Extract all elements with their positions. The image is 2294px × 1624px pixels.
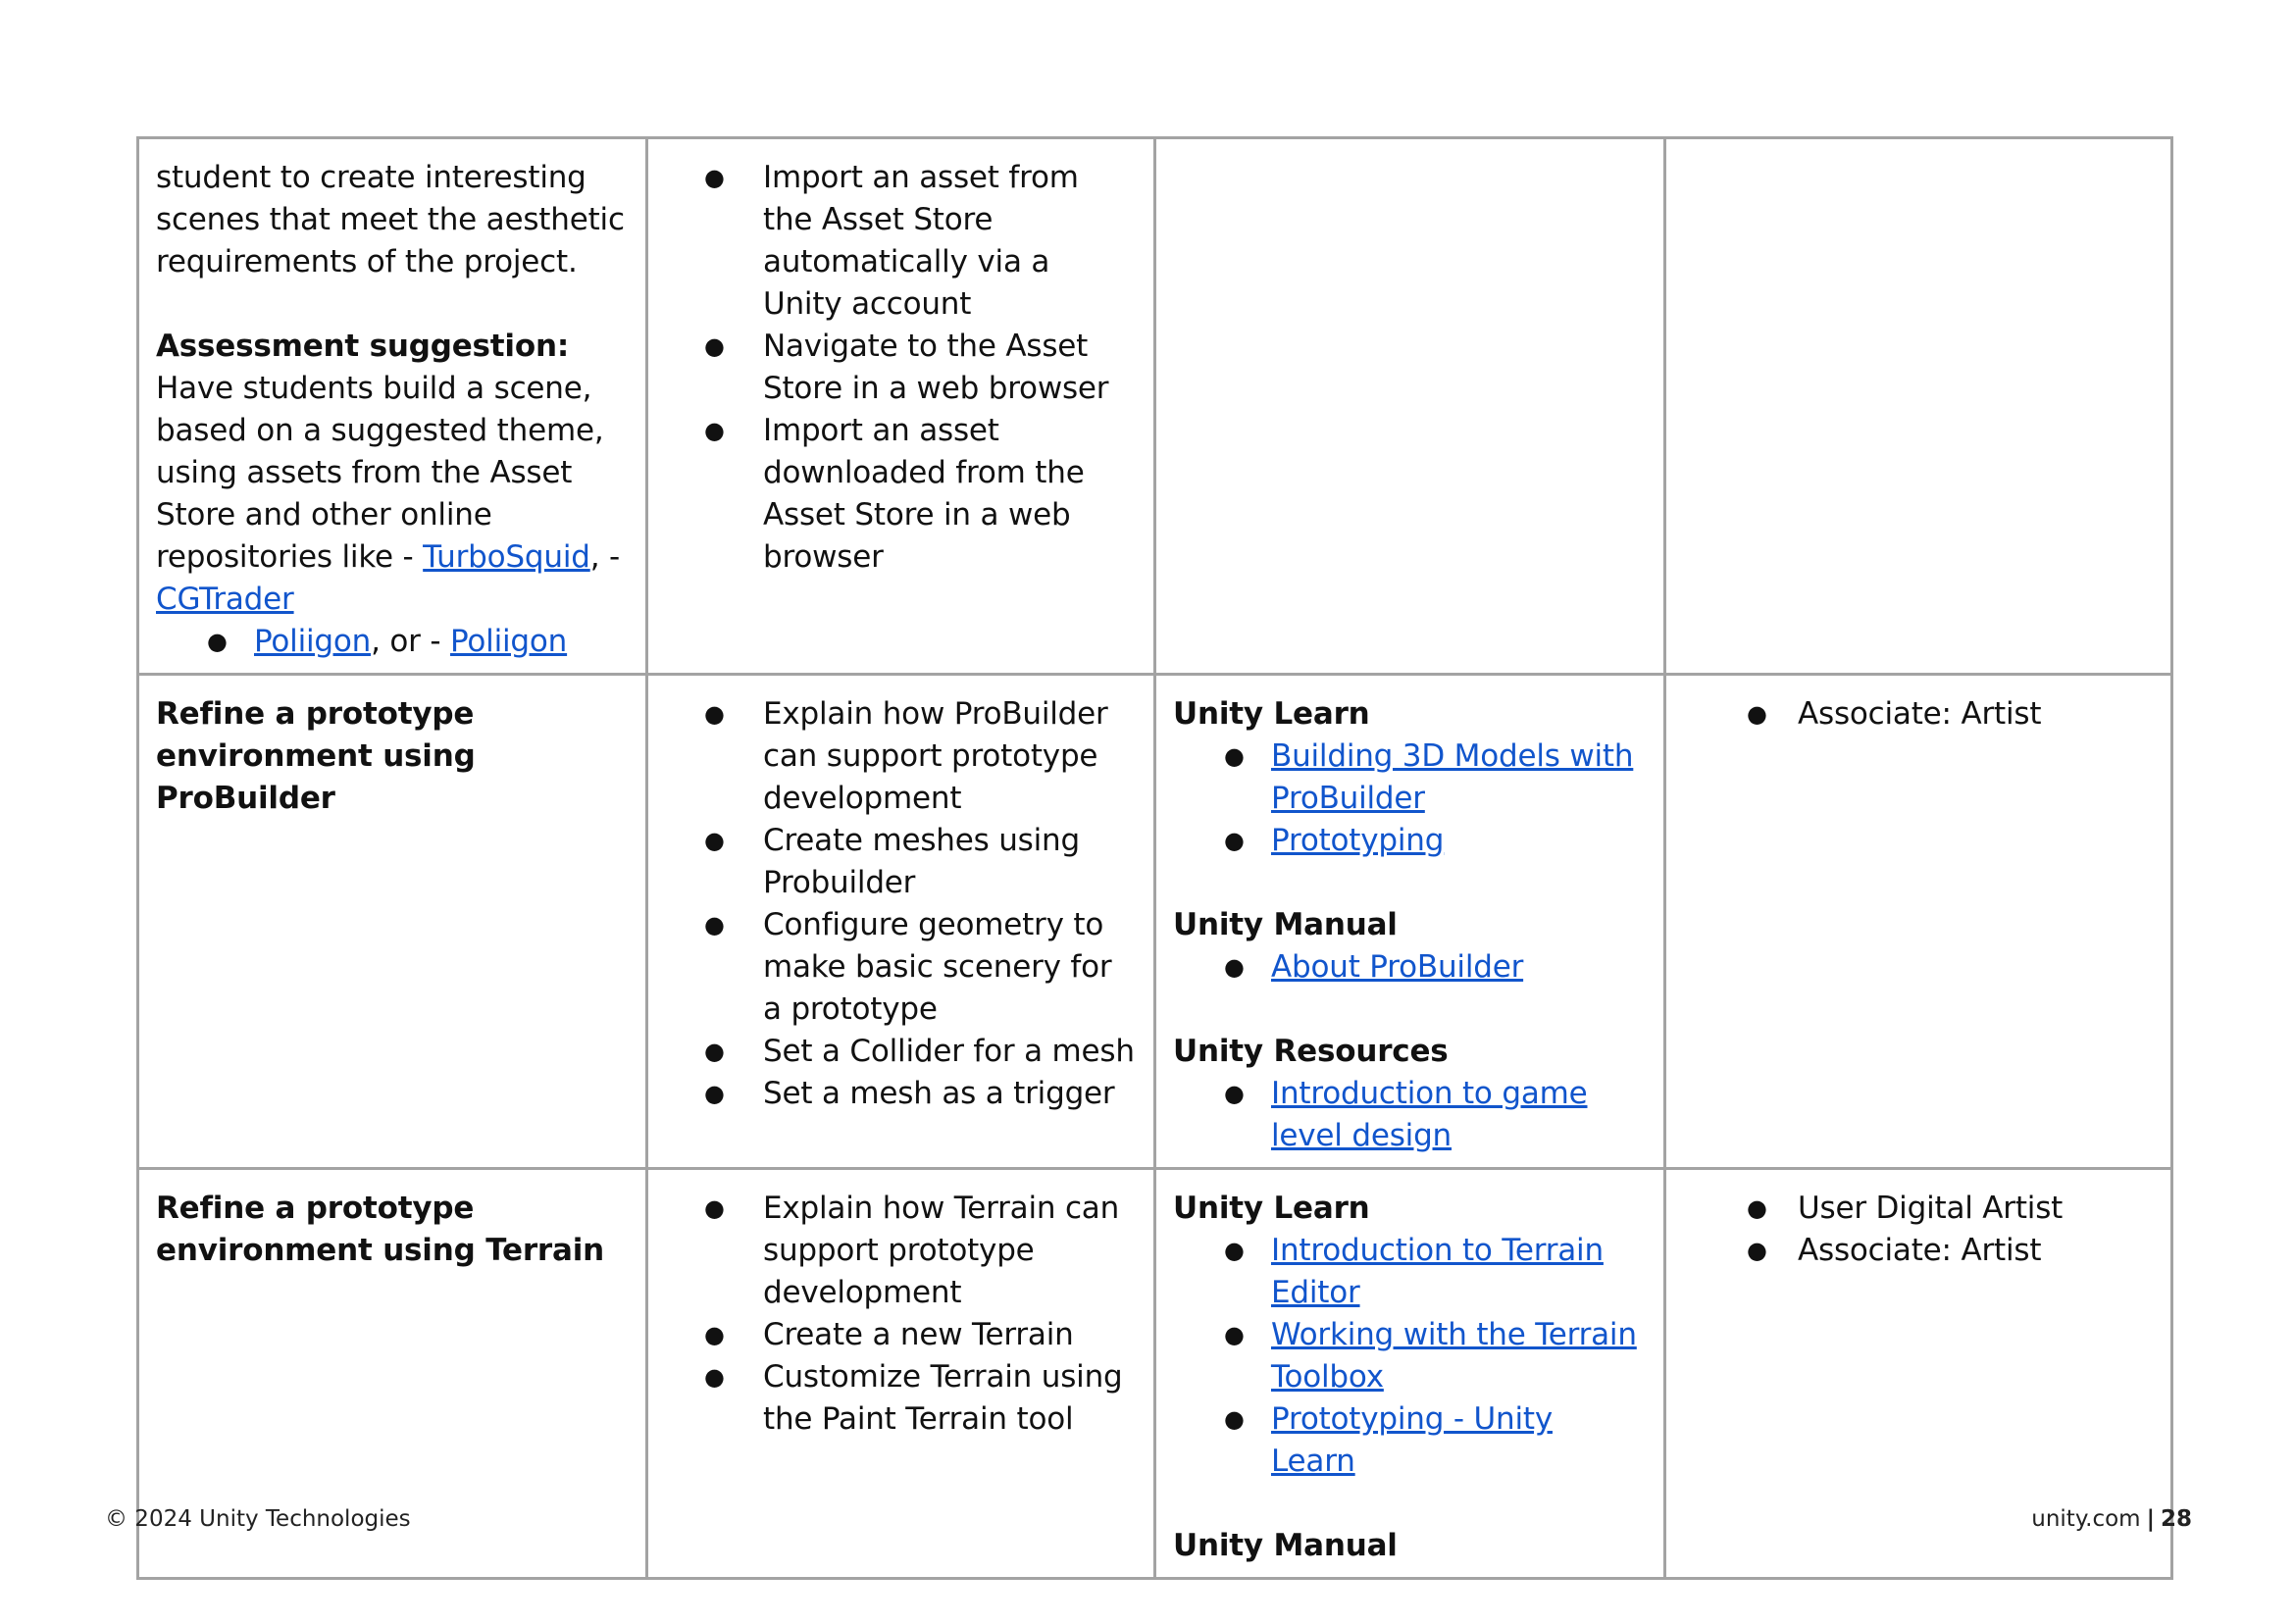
poliigon-link[interactable]: Poliigon xyxy=(254,624,372,659)
table-row xyxy=(138,1169,2172,1579)
row1-description-cell xyxy=(138,138,647,675)
unity-resources-links xyxy=(1173,1073,1646,1157)
list-item: ● Explain how ProBuilder can support prototype development xyxy=(665,693,1136,820)
row3-objectives-cell xyxy=(647,1169,1155,1579)
row-title: Refine a prototype environment using ProBuilder xyxy=(156,696,476,816)
footer-site: unity.com xyxy=(2031,1506,2141,1532)
list-item xyxy=(1173,1230,1646,1314)
row2-resources-cell xyxy=(1155,675,1665,1169)
link-separator: , - xyxy=(589,539,621,575)
list-item: ● Create a new Terrain xyxy=(665,1314,1136,1356)
link-separator: , or - xyxy=(371,624,451,659)
table-row xyxy=(138,675,2172,1169)
footer-separator: | xyxy=(2146,1506,2155,1532)
unity-manual-heading: Unity Manual xyxy=(1173,907,1398,942)
list-item: ● Set a Collider for a mesh xyxy=(665,1031,1136,1073)
row1-objectives-cell xyxy=(647,138,1155,675)
list-item: ● Set a mesh as a trigger xyxy=(665,1073,1136,1115)
turbosquid-link[interactable]: TurboSquid xyxy=(423,539,590,575)
list-item: ● Associate: Artist xyxy=(1683,1230,2153,1272)
unity-manual-heading: Unity Manual xyxy=(1173,1528,1398,1563)
terrain-toolbox-link[interactable]: Working with the Terrain Toolbox xyxy=(1271,1317,1637,1395)
unity-manual-links xyxy=(1173,946,1646,989)
assessment-text: Have students build a scene, based on a suggested theme, using assets from the Asset Store and other online repositories like - xyxy=(156,371,604,575)
list-item xyxy=(1173,1398,1646,1483)
certifications-list xyxy=(1683,693,2153,736)
row-title: Refine a prototype environment using Terrain xyxy=(156,1191,605,1268)
prototyping-link[interactable]: Prototyping xyxy=(1271,823,1445,858)
list-item xyxy=(1173,1314,1646,1398)
cgtrader-link[interactable]: CGTrader xyxy=(156,582,294,617)
list-item: ● Associate: Artist xyxy=(1683,693,2153,736)
list-item xyxy=(156,621,628,663)
terrain-editor-link[interactable]: Introduction to Terrain Editor xyxy=(1271,1233,1604,1310)
row2-objectives-cell xyxy=(647,675,1155,1169)
list-item: ● Configure geometry to make basic scenery for a prototype xyxy=(665,904,1136,1031)
certifications-list xyxy=(1683,1188,2153,1272)
footer-copyright: © 2024 Unity Technologies xyxy=(105,1506,411,1532)
list-item: ● Explain how Terrain can support prototype development xyxy=(665,1188,1136,1314)
curriculum-table xyxy=(136,136,2173,1580)
unity-learn-heading: Unity Learn xyxy=(1173,1191,1370,1226)
list-item: ● Import an asset from the Asset Store automatically via a Unity account xyxy=(665,157,1136,326)
objectives-list xyxy=(665,157,1136,579)
table-row xyxy=(138,138,2172,675)
footer-page-info xyxy=(2031,1506,2192,1532)
list-item: ● Navigate to the Asset Store in a web browser xyxy=(665,326,1136,410)
page-number: 28 xyxy=(2160,1506,2192,1532)
list-item: ● Create meshes using Probuilder xyxy=(665,820,1136,904)
objectives-list xyxy=(665,693,1136,1115)
building-3d-models-link[interactable]: Building 3D Models with ProBuilder xyxy=(1271,738,1634,816)
unity-learn-links xyxy=(1173,736,1646,862)
list-item: ● User Digital Artist xyxy=(1683,1188,2153,1230)
unity-learn-links xyxy=(1173,1230,1646,1483)
unity-resources-heading: Unity Resources xyxy=(1173,1034,1449,1069)
prototyping-unity-learn-link[interactable]: Prototyping - Unity Learn xyxy=(1271,1401,1553,1479)
level-design-link[interactable]: Introduction to game level design xyxy=(1271,1076,1588,1153)
list-item xyxy=(1173,736,1646,820)
about-probuilder-link[interactable]: About ProBuilder xyxy=(1271,949,1524,985)
assessment-label: Assessment suggestion: xyxy=(156,329,570,364)
row2-title-cell xyxy=(138,675,647,1169)
poliigon-link-2[interactable]: Poliigon xyxy=(450,624,568,659)
objectives-list xyxy=(665,1188,1136,1441)
row1-resources-cell xyxy=(1155,138,1665,675)
unity-learn-heading: Unity Learn xyxy=(1173,696,1370,732)
list-item: ● Import an asset downloaded from the Asset Store in a web browser xyxy=(665,410,1136,579)
row1-certifications-cell xyxy=(1665,138,2172,675)
list-item xyxy=(1173,820,1646,862)
assessment-suggestion xyxy=(156,326,628,621)
list-item xyxy=(1173,1073,1646,1157)
description-text: student to create interesting scenes that meet the aesthetic requirements of the project. xyxy=(156,160,625,279)
row3-resources-cell xyxy=(1155,1169,1665,1579)
list-item: ● Customize Terrain using the Paint Terrain tool xyxy=(665,1356,1136,1441)
row2-certifications-cell xyxy=(1665,675,2172,1169)
list-item xyxy=(1173,946,1646,989)
